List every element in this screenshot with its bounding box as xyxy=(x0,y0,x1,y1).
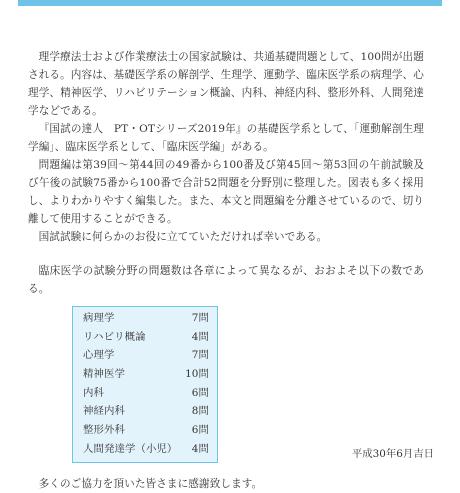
question-count: 4問 xyxy=(191,330,209,343)
question-count: 6問 xyxy=(191,386,209,399)
question-count: 7問 xyxy=(191,312,209,324)
table-row xyxy=(83,421,209,440)
paragraph-series: 『国試の達人 PT・OTシリーズ2019年』の基礎医学系として、「運動解剖生理学編」、臨床医学系として、「臨床医学編」がある。 xyxy=(28,123,424,153)
subject-name: 人間発達学（小児） xyxy=(83,442,178,455)
question-count-table xyxy=(72,306,218,463)
subject-name: リハビリ概論 xyxy=(83,330,146,343)
paragraph-wish: 国試試験に何らかのお役に立てていただければ幸いである。 xyxy=(38,231,328,243)
subject-name: 神経内科 xyxy=(83,405,125,418)
subject-name: 整形外科 xyxy=(83,424,125,437)
preface-body xyxy=(28,48,424,493)
paragraph-thanks: 多くのご協力を頂いた皆さまに感謝致します。 xyxy=(38,477,263,490)
paragraph-table-intro: 臨床医学の試験分野の問題数は各章によって異なるが、おおよそ以下の数である。 xyxy=(28,265,424,295)
subject-name: 精神医学 xyxy=(83,368,125,381)
table-row xyxy=(83,328,209,347)
table-row xyxy=(83,384,209,403)
table-row xyxy=(83,440,209,459)
question-count: 7問 xyxy=(191,349,209,362)
table-row xyxy=(83,402,209,421)
subject-name: 心理学 xyxy=(83,349,115,362)
table-row xyxy=(83,365,209,384)
top-accent-bar xyxy=(18,0,442,6)
question-count: 10問 xyxy=(185,368,209,381)
question-count: 8問 xyxy=(191,405,209,418)
date-line: 平成30年6月吉日 xyxy=(351,448,434,460)
question-count: 4問 xyxy=(191,442,209,455)
table-row xyxy=(83,346,209,365)
table-row xyxy=(83,309,209,328)
paragraph-exam-overview: 理学療法士および作業療法士の国家試験は、共通基礎問題として、100問が出題される。内容は、基礎医学系の解剖学、生理学、運動学、臨床医学系の病理学、心理学、精神医学、リハビリテーション概論、内科、神経内科、整形外科、人間発達学などである。 xyxy=(28,51,424,117)
subject-name: 病理学 xyxy=(83,312,115,324)
subject-name: 内科 xyxy=(83,386,104,399)
paragraph-question-section: 問題編は第39回～第44回の49番から100番及び第45回～第53回の午前試験及び午後の試験75番から100番で合計52問題を分野別に整理した。図表も多く採用し、よりわかりやすく編集した。また、本文と問題編を分離させているので、切り離して使用することができる。 xyxy=(28,159,424,225)
question-count: 6問 xyxy=(191,424,209,437)
